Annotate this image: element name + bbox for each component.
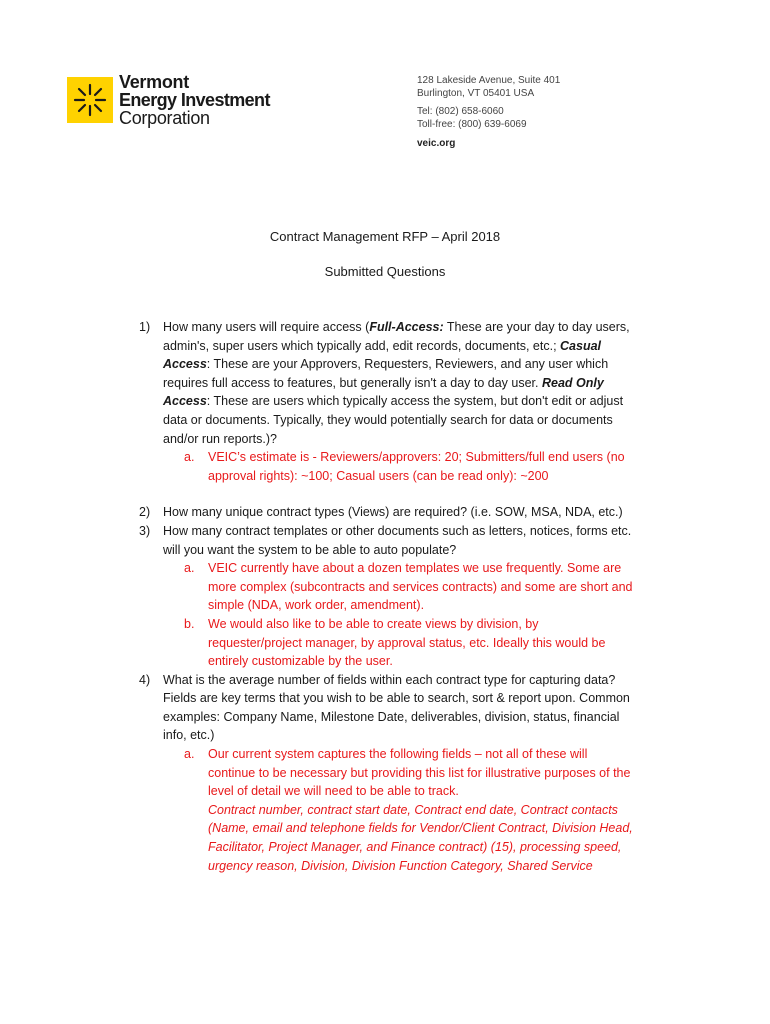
question-1 <box>0 318 633 448</box>
address-tollfree: Toll-free: (800) 639-6069 <box>417 119 527 130</box>
logo-mark-icon <box>67 77 113 123</box>
question-4 <box>0 671 633 745</box>
question-3 <box>0 522 633 559</box>
document-title: Contract Management RFP – April 2018 <box>269 229 501 244</box>
answer-3b <box>0 615 634 671</box>
answer-text: Our current system captures the following fields – not all of these will continue to be necessary but providing this list for illustrative purposes of the level of detail we will need to be able to track. <box>208 747 631 799</box>
question-number: 2) <box>139 505 151 520</box>
address-block <box>417 74 560 150</box>
answer-3a <box>0 559 634 615</box>
casual-access-label: Casual Access <box>163 338 602 372</box>
question-text: These are your day to day users, admin's, super users which typically add, edit records, documents, etc.; <box>163 320 630 353</box>
logo-line-3: Corporation <box>119 108 210 128</box>
answer-letter: a. <box>184 561 195 576</box>
question-text: : These are your Approvers, Requesters, Reviewers, and any user which requires full access to features, but generally isn't a day to day user. <box>163 357 609 390</box>
question-text: What is the average number of fields within each contract type for capturing data? Fields are key terms that you wish to be able to search, sort & report upon. Common examples: Company Name, Milestone Date, deliverables, division, status, financial info, etc.) <box>163 672 630 743</box>
answer-4a <box>0 745 634 875</box>
answer-text: We would also like to be able to create views by division, by requester/project manager, by approval status, etc. Ideally this would be entirely customizable by the user. <box>208 616 606 669</box>
question-number: 4) <box>139 672 151 687</box>
veic-logo <box>67 73 270 127</box>
question-text: How many users will require access ( <box>163 320 370 334</box>
read-only-access-label: Read Only Access <box>163 375 604 409</box>
answer-letter: a. <box>184 747 195 762</box>
answer-1a <box>0 448 634 485</box>
answer-letter: a. <box>184 450 195 465</box>
field-list: Contract number, contract start date, Contract end date, Contract contacts (Name, email and telephone fields for Vendor/Client Contract, Division Head, Facilitator, Project Manager, and Finance contract) (15), processing speed, urgency reason, Division, Division Function Category, Shared Service <box>208 802 633 873</box>
address-web: veic.org <box>417 138 456 149</box>
address-city: Burlington, VT 05401 USA <box>417 88 535 99</box>
question-2 <box>0 503 633 522</box>
answer-text: VEIC’s estimate is - Reviewers/approvers: 20; Submitters/full end users (no approval rights): ~100; Casual users (can be read only): ~200 <box>208 450 625 483</box>
logo-line-2: Energy Investment <box>119 90 270 110</box>
answer-text: VEIC currently have about a dozen templates we use frequently. Some are more complex (subcontracts and services contracts) and some are short and simple (NDA, work order, amendment). <box>208 561 633 613</box>
answer-letter: b. <box>184 616 195 631</box>
full-access-label: Full-Access: <box>369 320 444 334</box>
question-text: : These are users which typically access the system, but don't edit or adjust data or documents. Typically, they would potentially search for data or documents and/or run reports.)? <box>163 394 624 446</box>
question-number: 1) <box>139 320 151 334</box>
question-text: How many contract templates or other documents such as letters, notices, forms etc. will you want the system to be able to auto populate? <box>163 523 632 557</box>
address-street: 128 Lakeside Avenue, Suite 401 <box>417 75 561 86</box>
logo-line-1: Vermont <box>119 72 189 92</box>
address-tel: Tel: (802) 658-6060 <box>417 106 504 117</box>
logo-wordmark <box>119 73 270 127</box>
question-text: How many unique contract types (Views) are required? (i.e. SOW, MSA, NDA, etc.) <box>163 505 623 520</box>
question-number: 3) <box>139 523 151 538</box>
question-list <box>0 318 770 875</box>
document-subtitle: Submitted Questions <box>324 264 446 279</box>
